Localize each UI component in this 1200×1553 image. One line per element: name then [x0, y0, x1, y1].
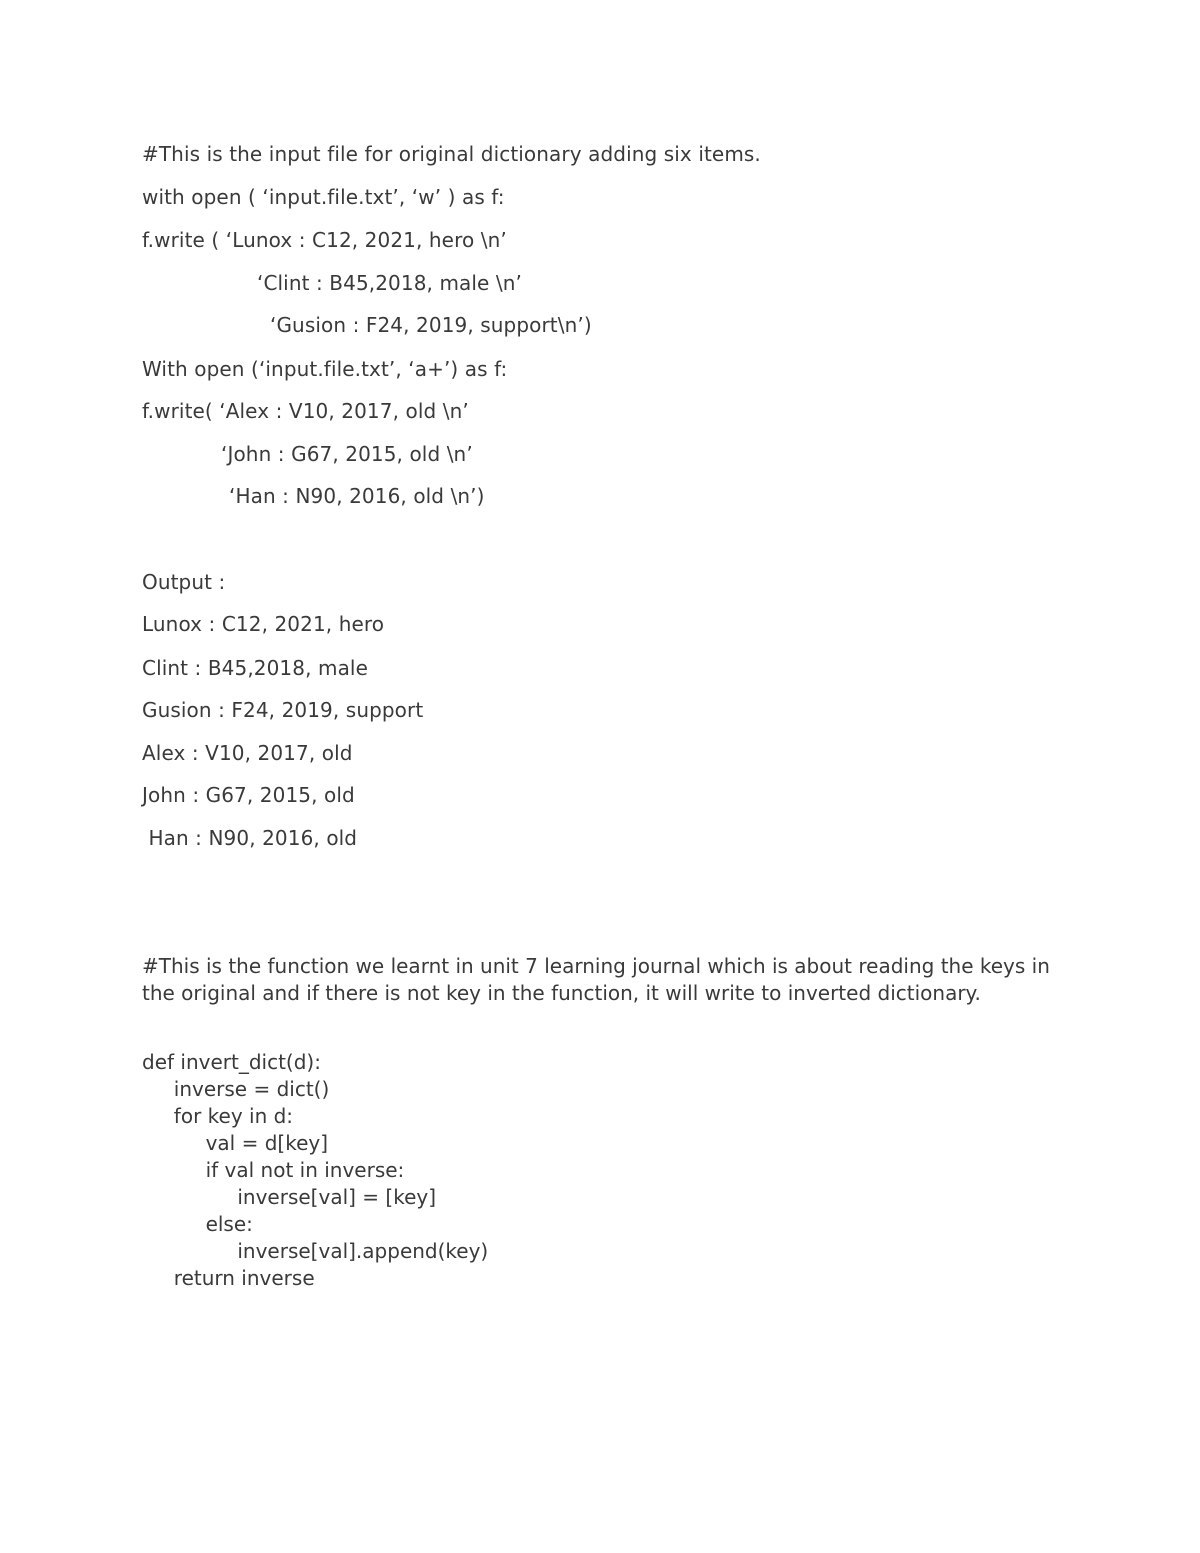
code-line: f.write ( ‘Lunox : C12, 2021, hero \n’: [142, 228, 507, 252]
function-comment: #This is the function we learnt in unit 7 learning journal which is about reading the keys in the original and if there is not key in the function, it will write to inverted dictionary.: [142, 954, 1050, 1005]
output-line: John : G67, 2015, old: [142, 783, 355, 807]
code-line: for key in d:: [142, 1104, 294, 1128]
code-line: return inverse: [142, 1266, 315, 1290]
code-line: ‘Gusion : F24, 2019, support\n’): [270, 313, 592, 337]
code-block: [142, 1049, 488, 1292]
code-line: inverse[val] = [key]: [142, 1185, 437, 1209]
code-line: val = d[key]: [142, 1131, 329, 1155]
code-line: inverse[val].append(key): [142, 1239, 489, 1263]
output-line: Lunox : C12, 2021, hero: [142, 612, 385, 636]
output-line: Gusion : F24, 2019, support: [142, 698, 424, 722]
code-line: inverse = dict(): [142, 1077, 330, 1101]
code-line: else:: [142, 1212, 253, 1236]
output-line: Han : N90, 2016, old: [142, 826, 358, 850]
code-line: With open (‘input.file.txt’, ‘a+’) as f:: [142, 357, 508, 381]
output-line: Clint : B45,2018, male: [142, 656, 368, 680]
code-line: if val not in inverse:: [142, 1158, 405, 1182]
code-line: def invert_dict(d):: [142, 1050, 321, 1074]
output-line: Alex : V10, 2017, old: [142, 741, 353, 765]
code-line: ‘Clint : B45,2018, male \n’: [257, 271, 522, 295]
code-line: with open ( ‘input.file.txt’, ‘w’ ) as f:: [142, 185, 505, 209]
input-comment: #This is the input file for original dictionary adding six items.: [142, 142, 761, 166]
code-line: f.write( ‘Alex : V10, 2017, old \n’: [142, 399, 469, 423]
code-line: ‘Han : N90, 2016, old \n’): [229, 484, 485, 508]
code-line: ‘John : G67, 2015, old \n’: [221, 442, 473, 466]
output-label: Output :: [142, 570, 226, 594]
